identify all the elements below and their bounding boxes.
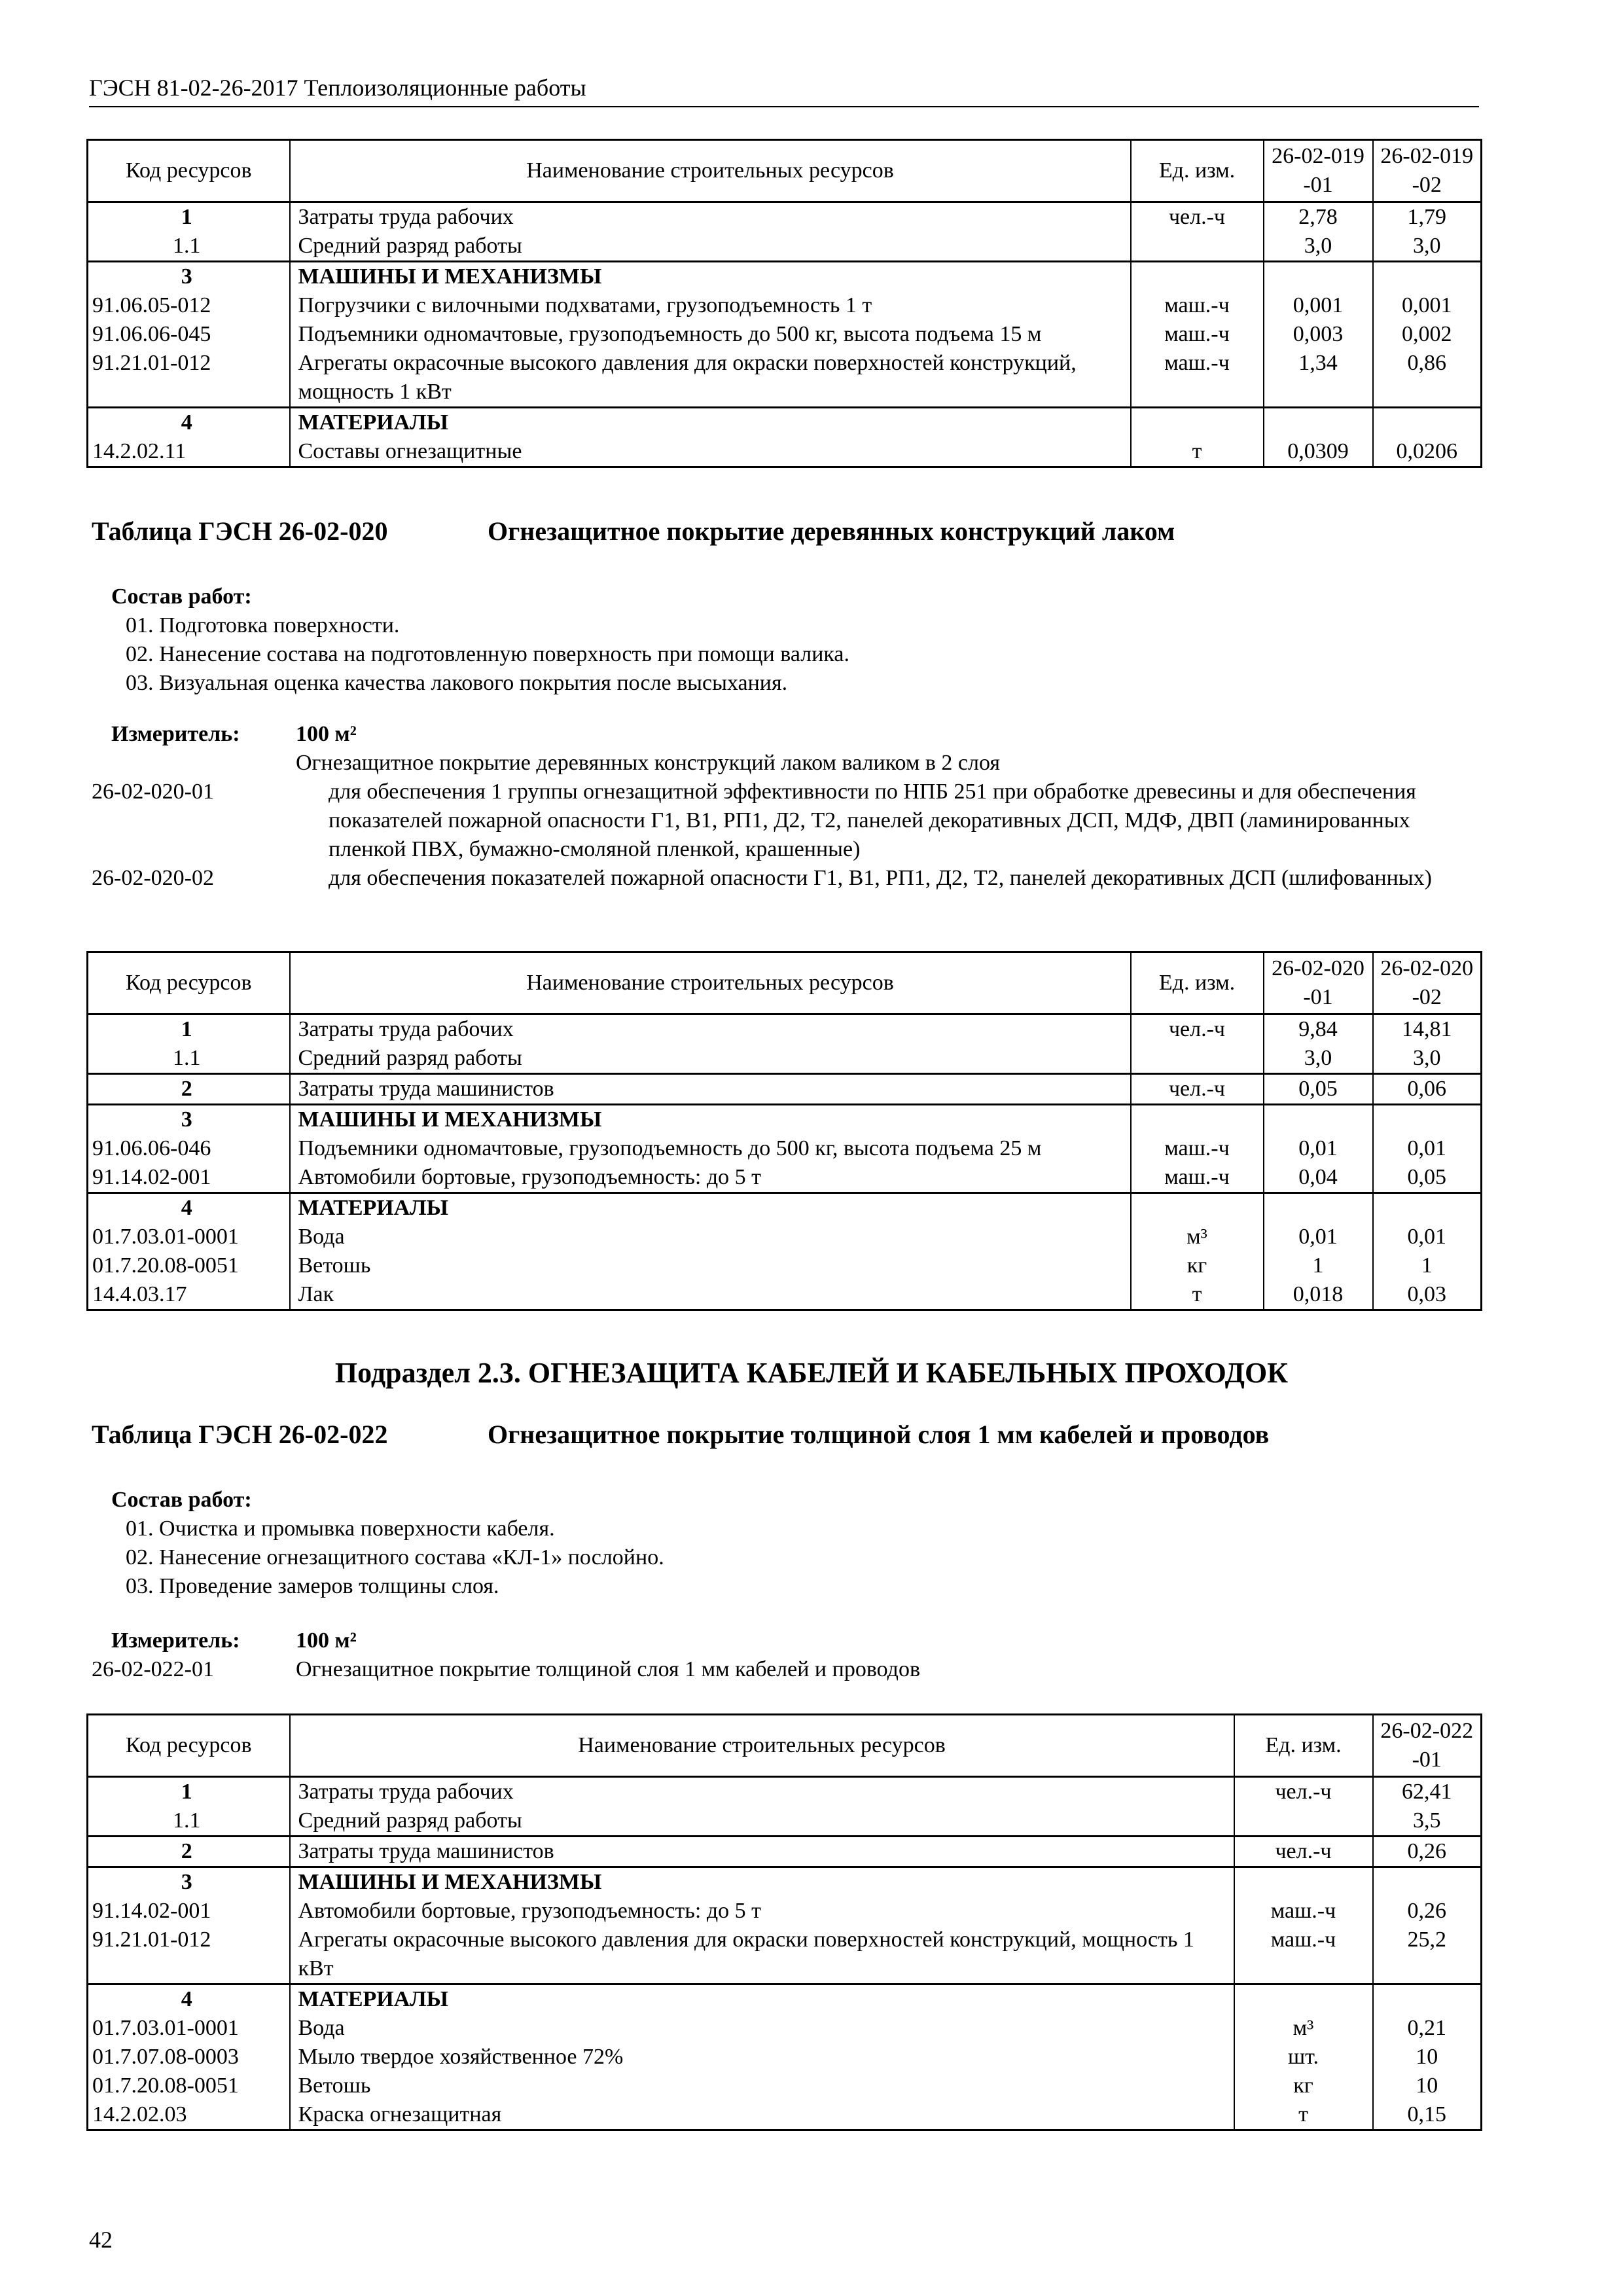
meter-block-022 xyxy=(92,1626,1479,1684)
resource-unit: кг xyxy=(1234,2072,1373,2100)
resource-unit: м³ xyxy=(1131,1223,1264,1251)
resource-value: 0,0309 xyxy=(1264,437,1373,467)
resource-value: 9,84 xyxy=(1264,1014,1373,1045)
resource-name: Лак xyxy=(290,1280,1131,1310)
resource-name: МАШИНЫ И МЕХАНИЗМЫ xyxy=(290,262,1131,292)
resource-value: 2,78 xyxy=(1264,202,1373,232)
resource-unit: маш.-ч xyxy=(1234,1926,1373,1984)
table-row xyxy=(88,1223,1482,1251)
table-row xyxy=(88,320,1482,349)
resource-unit: чел.-ч xyxy=(1234,1777,1373,1807)
resource-name: Средний разряд работы xyxy=(290,1806,1234,1837)
resource-unit: маш.-ч xyxy=(1234,1897,1373,1926)
resource-unit: чел.-ч xyxy=(1131,1074,1264,1105)
resource-name: МАШИНЫ И МЕХАНИЗМЫ xyxy=(290,1867,1234,1897)
resource-value: 10 xyxy=(1373,2043,1482,2072)
norm-description: Огнезащитное покрытие деревянных конструкций лаком валиком в 2 слоя xyxy=(296,751,1000,775)
resource-unit xyxy=(1131,1105,1264,1135)
resource-name: Затраты труда рабочих xyxy=(290,202,1131,232)
table-row xyxy=(88,2014,1482,2043)
resource-value: 0,001 xyxy=(1373,291,1482,320)
resource-code: 01.7.03.01-0001 xyxy=(88,2014,290,2043)
resource-unit: чел.-ч xyxy=(1131,1014,1264,1045)
resource-value: 0,01 xyxy=(1264,1134,1373,1163)
resource-name: Погрузчики с вилочными подхватами, грузоподъемность 1 т xyxy=(290,291,1131,320)
resource-value: 0,26 xyxy=(1373,1897,1482,1926)
works-list-020 xyxy=(92,583,1479,698)
resource-code: 01.7.03.01-0001 xyxy=(88,1223,290,1251)
resource-code: 01.7.07.08-0003 xyxy=(88,2043,290,2072)
resource-code: 91.21.01-012 xyxy=(88,1926,290,1984)
resource-unit xyxy=(1131,262,1264,292)
resource-value: 14,81 xyxy=(1373,1014,1482,1045)
meter-value: 100 м² xyxy=(296,1628,357,1653)
resource-value: 25,2 xyxy=(1373,1926,1482,1984)
resource-table-019 xyxy=(86,139,1480,468)
resource-code: 2 xyxy=(88,1074,290,1105)
table-row xyxy=(88,1014,1482,1045)
table-row xyxy=(88,1044,1482,1074)
resource-name: Автомобили бортовые, грузоподъемность: до 5 т xyxy=(290,1897,1234,1926)
resource-code: 4 xyxy=(88,1193,290,1223)
resource-unit: маш.-ч xyxy=(1131,1163,1264,1193)
resource-name: Ветошь xyxy=(290,2072,1234,2100)
column-header-norm: 26-02-019-01 xyxy=(1264,140,1373,202)
table-row xyxy=(88,1193,1482,1223)
table-heading-020 xyxy=(92,516,1175,546)
resource-unit xyxy=(1234,1806,1373,1837)
resource-code: 91.06.06-045 xyxy=(88,320,290,349)
resource-name: Вода xyxy=(290,1223,1131,1251)
resource-value: 0,05 xyxy=(1264,1074,1373,1105)
table-heading-022 xyxy=(92,1420,1270,1449)
resource-value: 0,26 xyxy=(1373,1837,1482,1867)
work-item: 03. Визуальная оценка качества лакового покрытия после высыхания. xyxy=(126,671,788,695)
column-header-unit: Ед. изм. xyxy=(1131,952,1264,1014)
table-row xyxy=(88,1984,1482,2015)
work-item: 03. Проведение замеров толщины слоя. xyxy=(126,1574,499,1598)
resource-value xyxy=(1373,408,1482,438)
meter-block-020 xyxy=(92,720,1479,893)
resource-code: 1.1 xyxy=(88,232,290,262)
resource-code: 91.14.02-001 xyxy=(88,1897,290,1926)
resource-value: 1 xyxy=(1264,1251,1373,1280)
table-row xyxy=(88,2043,1482,2072)
resource-name: Агрегаты окрасочные высокого давления для окраски поверхностей конструкций, мощность 1 кВт xyxy=(290,349,1131,408)
meter-label: Измеритель: xyxy=(111,1628,240,1653)
column-header-name: Наименование строительных ресурсов xyxy=(290,140,1131,202)
resource-code: 1.1 xyxy=(88,1044,290,1074)
table-row xyxy=(88,1777,1482,1807)
resource-unit xyxy=(1131,232,1264,262)
table-row xyxy=(88,262,1482,292)
resource-unit: м³ xyxy=(1234,2014,1373,2043)
resource-code: 3 xyxy=(88,1105,290,1135)
resource-value: 10 xyxy=(1373,2072,1482,2100)
work-item: 01. Подготовка поверхности. xyxy=(126,613,400,637)
table-row xyxy=(88,1926,1482,1984)
resource-unit: маш.-ч xyxy=(1131,291,1264,320)
resource-name: Ветошь xyxy=(290,1251,1131,1280)
resource-code: 91.21.01-012 xyxy=(88,349,290,408)
table-row xyxy=(88,202,1482,232)
resource-table-022 xyxy=(86,1713,1480,2131)
works-list-022 xyxy=(92,1486,1479,1601)
resource-value: 1,34 xyxy=(1264,349,1373,408)
resource-value: 3,0 xyxy=(1373,232,1482,262)
resource-value: 0,002 xyxy=(1373,320,1482,349)
table-row xyxy=(88,408,1482,438)
resource-unit: кг xyxy=(1131,1251,1264,1280)
resource-value: 1 xyxy=(1373,1251,1482,1280)
resource-code: 1.1 xyxy=(88,1806,290,1837)
resource-value xyxy=(1373,1193,1482,1223)
resource-code: 14.2.02.03 xyxy=(88,2100,290,2130)
resource-code: 3 xyxy=(88,1867,290,1897)
resource-value: 0,01 xyxy=(1373,1223,1482,1251)
resource-value: 3,0 xyxy=(1373,1044,1482,1074)
resource-name: Средний разряд работы xyxy=(290,232,1131,262)
works-label: Состав работ: xyxy=(111,1488,252,1512)
table-row xyxy=(88,437,1482,467)
column-header-code: Код ресурсов xyxy=(88,1715,290,1777)
table-id: Таблица ГЭСН 26-02-020 xyxy=(92,516,388,546)
resource-code: 4 xyxy=(88,1984,290,2015)
column-header-name: Наименование строительных ресурсов xyxy=(290,1715,1234,1777)
norm-code: 26-02-020-01 xyxy=(92,780,214,804)
resource-unit xyxy=(1234,1984,1373,2015)
resource-code: 1 xyxy=(88,202,290,232)
resource-value: 0,018 xyxy=(1264,1280,1373,1310)
resource-value: 0,01 xyxy=(1264,1223,1373,1251)
resource-value: 0,86 xyxy=(1373,349,1482,408)
table-title: Огнезащитное покрытие толщиной слоя 1 мм кабелей и проводов xyxy=(488,1420,1270,1449)
column-header-code: Код ресурсов xyxy=(88,140,290,202)
norm-code: 26-02-020-02 xyxy=(92,866,214,890)
resource-code: 1 xyxy=(88,1777,290,1807)
column-header-norm: 26-02-020-01 xyxy=(1264,952,1373,1014)
running-header: ГЭСН 81-02-26-2017 Теплоизоляционные работы xyxy=(89,73,1479,107)
resource-code: 91.06.05-012 xyxy=(88,291,290,320)
resource-code: 01.7.20.08-0051 xyxy=(88,2072,290,2100)
resource-unit xyxy=(1234,1867,1373,1897)
table-row xyxy=(88,291,1482,320)
resource-value: 0,04 xyxy=(1264,1163,1373,1193)
resource-value xyxy=(1373,1105,1482,1135)
resource-value: 3,0 xyxy=(1264,1044,1373,1074)
resource-name: МАТЕРИАЛЫ xyxy=(290,1984,1234,2015)
resource-name: МАТЕРИАЛЫ xyxy=(290,1193,1131,1223)
resource-name: Автомобили бортовые, грузоподъемность: до 5 т xyxy=(290,1163,1131,1193)
resource-code: 91.06.06-046 xyxy=(88,1134,290,1163)
table-row xyxy=(88,1280,1482,1310)
table-row xyxy=(88,1867,1482,1897)
resource-name: МАТЕРИАЛЫ xyxy=(290,408,1131,438)
resource-code: 14.4.03.17 xyxy=(88,1280,290,1310)
resource-table xyxy=(86,139,1482,468)
resource-name: Подъемники одномачтовые, грузоподъемность до 500 кг, высота подъема 15 м xyxy=(290,320,1131,349)
resource-unit: шт. xyxy=(1234,2043,1373,2072)
resource-name: Затраты труда рабочих xyxy=(290,1777,1234,1807)
resource-value xyxy=(1264,1105,1373,1135)
resource-value: 0,05 xyxy=(1373,1163,1482,1193)
resource-name: Средний разряд работы xyxy=(290,1044,1131,1074)
column-header-norm: 26-02-022-01 xyxy=(1373,1715,1482,1777)
resource-unit xyxy=(1131,1044,1264,1074)
resource-unit: маш.-ч xyxy=(1131,349,1264,408)
resource-unit xyxy=(1131,1193,1264,1223)
column-header-unit: Ед. изм. xyxy=(1131,140,1264,202)
resource-value: 3,0 xyxy=(1264,232,1373,262)
table-row xyxy=(88,1837,1482,1867)
table-row xyxy=(88,1074,1482,1105)
resource-name: Вода xyxy=(290,2014,1234,2043)
work-item: 02. Нанесение состава на подготовленную поверхность при помощи валика. xyxy=(126,642,849,666)
resource-value: 0,15 xyxy=(1373,2100,1482,2130)
resource-name: Агрегаты окрасочные высокого давления для окраски поверхностей конструкций, мощность 1 кВт xyxy=(290,1926,1234,1984)
norm-text: для обеспечения показателей пожарной опасности Г1, В1, РП1, Д2, Т2, панелей декоративных ДСП (шлифованных) xyxy=(329,866,1432,890)
resource-value xyxy=(1264,1193,1373,1223)
resource-table xyxy=(86,1713,1482,2131)
resource-unit: т xyxy=(1131,437,1264,467)
resource-code: 14.2.02.11 xyxy=(88,437,290,467)
resource-value: 0,21 xyxy=(1373,2014,1482,2043)
column-header-norm: 26-02-019-02 xyxy=(1373,140,1482,202)
resource-value xyxy=(1264,262,1373,292)
resource-unit: т xyxy=(1131,1280,1264,1310)
resource-unit: чел.-ч xyxy=(1131,202,1264,232)
work-item: 01. Очистка и промывка поверхности кабеля. xyxy=(126,1516,555,1541)
resource-value: 0,003 xyxy=(1264,320,1373,349)
column-header-code: Код ресурсов xyxy=(88,952,290,1014)
column-header-norm: 26-02-020-02 xyxy=(1373,952,1482,1014)
resource-value xyxy=(1373,262,1482,292)
resource-name: Мыло твердое хозяйственное 72% xyxy=(290,2043,1234,2072)
resource-code: 91.14.02-001 xyxy=(88,1163,290,1193)
norm-text: для обеспечения 1 группы огнезащитной эффективности по НПБ 251 при обработке древесины и для обеспечения показателей пожарной опасности Г1, В1, РП1, Д2, Т2, панелей декоративных ДСП, МДФ, ДВП (ламинированных пленкой ПВХ, бумажно-смоляной пленкой, крашенные) xyxy=(329,780,1416,861)
norm-code: 26-02-022-01 xyxy=(92,1657,214,1681)
resource-name: Краска огнезащитная xyxy=(290,2100,1234,2130)
column-header-name: Наименование строительных ресурсов xyxy=(290,952,1131,1014)
resource-code: 2 xyxy=(88,1837,290,1867)
resource-name: Затраты труда машинистов xyxy=(290,1074,1131,1105)
resource-name: Затраты труда машинистов xyxy=(290,1837,1234,1867)
table-row xyxy=(88,232,1482,262)
table-row xyxy=(88,2100,1482,2130)
resource-unit: маш.-ч xyxy=(1131,1134,1264,1163)
resource-unit xyxy=(1131,408,1264,438)
table-header-row xyxy=(88,1715,1482,1777)
works-label: Состав работ: xyxy=(111,584,252,609)
resource-value: 0,03 xyxy=(1373,1280,1482,1310)
resource-code: 4 xyxy=(88,408,290,438)
table-row xyxy=(88,1134,1482,1163)
meter-value: 100 м² xyxy=(296,722,357,746)
resource-table xyxy=(86,951,1482,1311)
resource-value: 3,5 xyxy=(1373,1806,1482,1837)
table-row xyxy=(88,1806,1482,1837)
resource-value: 0,001 xyxy=(1264,291,1373,320)
resource-name: Затраты труда рабочих xyxy=(290,1014,1131,1045)
resource-code: 3 xyxy=(88,262,290,292)
resource-value: 62,41 xyxy=(1373,1777,1482,1807)
table-row xyxy=(88,1251,1482,1280)
resource-unit: маш.-ч xyxy=(1131,320,1264,349)
resource-name: Составы огнезащитные xyxy=(290,437,1131,467)
norm-description: Огнезащитное покрытие толщиной слоя 1 мм кабелей и проводов xyxy=(296,1657,921,1681)
resource-value: 0,0206 xyxy=(1373,437,1482,467)
resource-table-020 xyxy=(86,951,1480,1311)
table-row xyxy=(88,349,1482,408)
page-number: 42 xyxy=(89,2227,113,2253)
meter-label: Измеритель: xyxy=(111,722,240,746)
resource-code: 01.7.20.08-0051 xyxy=(88,1251,290,1280)
table-row xyxy=(88,2072,1482,2100)
resource-value: 0,06 xyxy=(1373,1074,1482,1105)
resource-value: 1,79 xyxy=(1373,202,1482,232)
table-header-row xyxy=(88,952,1482,1014)
resource-name: МАШИНЫ И МЕХАНИЗМЫ xyxy=(290,1105,1131,1135)
resource-value xyxy=(1373,1867,1482,1897)
resource-value: 0,01 xyxy=(1373,1134,1482,1163)
column-header-unit: Ед. изм. xyxy=(1234,1715,1373,1777)
resource-value xyxy=(1373,1984,1482,2015)
work-item: 02. Нанесение огнезащитного состава «КЛ-1» послойно. xyxy=(126,1545,664,1570)
table-title: Огнезащитное покрытие деревянных конструкций лаком xyxy=(488,516,1175,546)
table-row xyxy=(88,1163,1482,1193)
table-row xyxy=(88,1897,1482,1926)
resource-unit: чел.-ч xyxy=(1234,1837,1373,1867)
table-header-row xyxy=(88,140,1482,202)
resource-value xyxy=(1264,408,1373,438)
table-row xyxy=(88,1105,1482,1135)
resource-code: 1 xyxy=(88,1014,290,1045)
resource-unit: т xyxy=(1234,2100,1373,2130)
section-title: Подраздел 2.3. ОГНЕЗАЩИТА КАБЕЛЕЙ И КАБЕЛЬНЫХ ПРОХОДОК xyxy=(334,1357,1289,1389)
table-id: Таблица ГЭСН 26-02-022 xyxy=(92,1420,388,1449)
resource-name: Подъемники одномачтовые, грузоподъемность до 500 кг, высота подъема 25 м xyxy=(290,1134,1131,1163)
